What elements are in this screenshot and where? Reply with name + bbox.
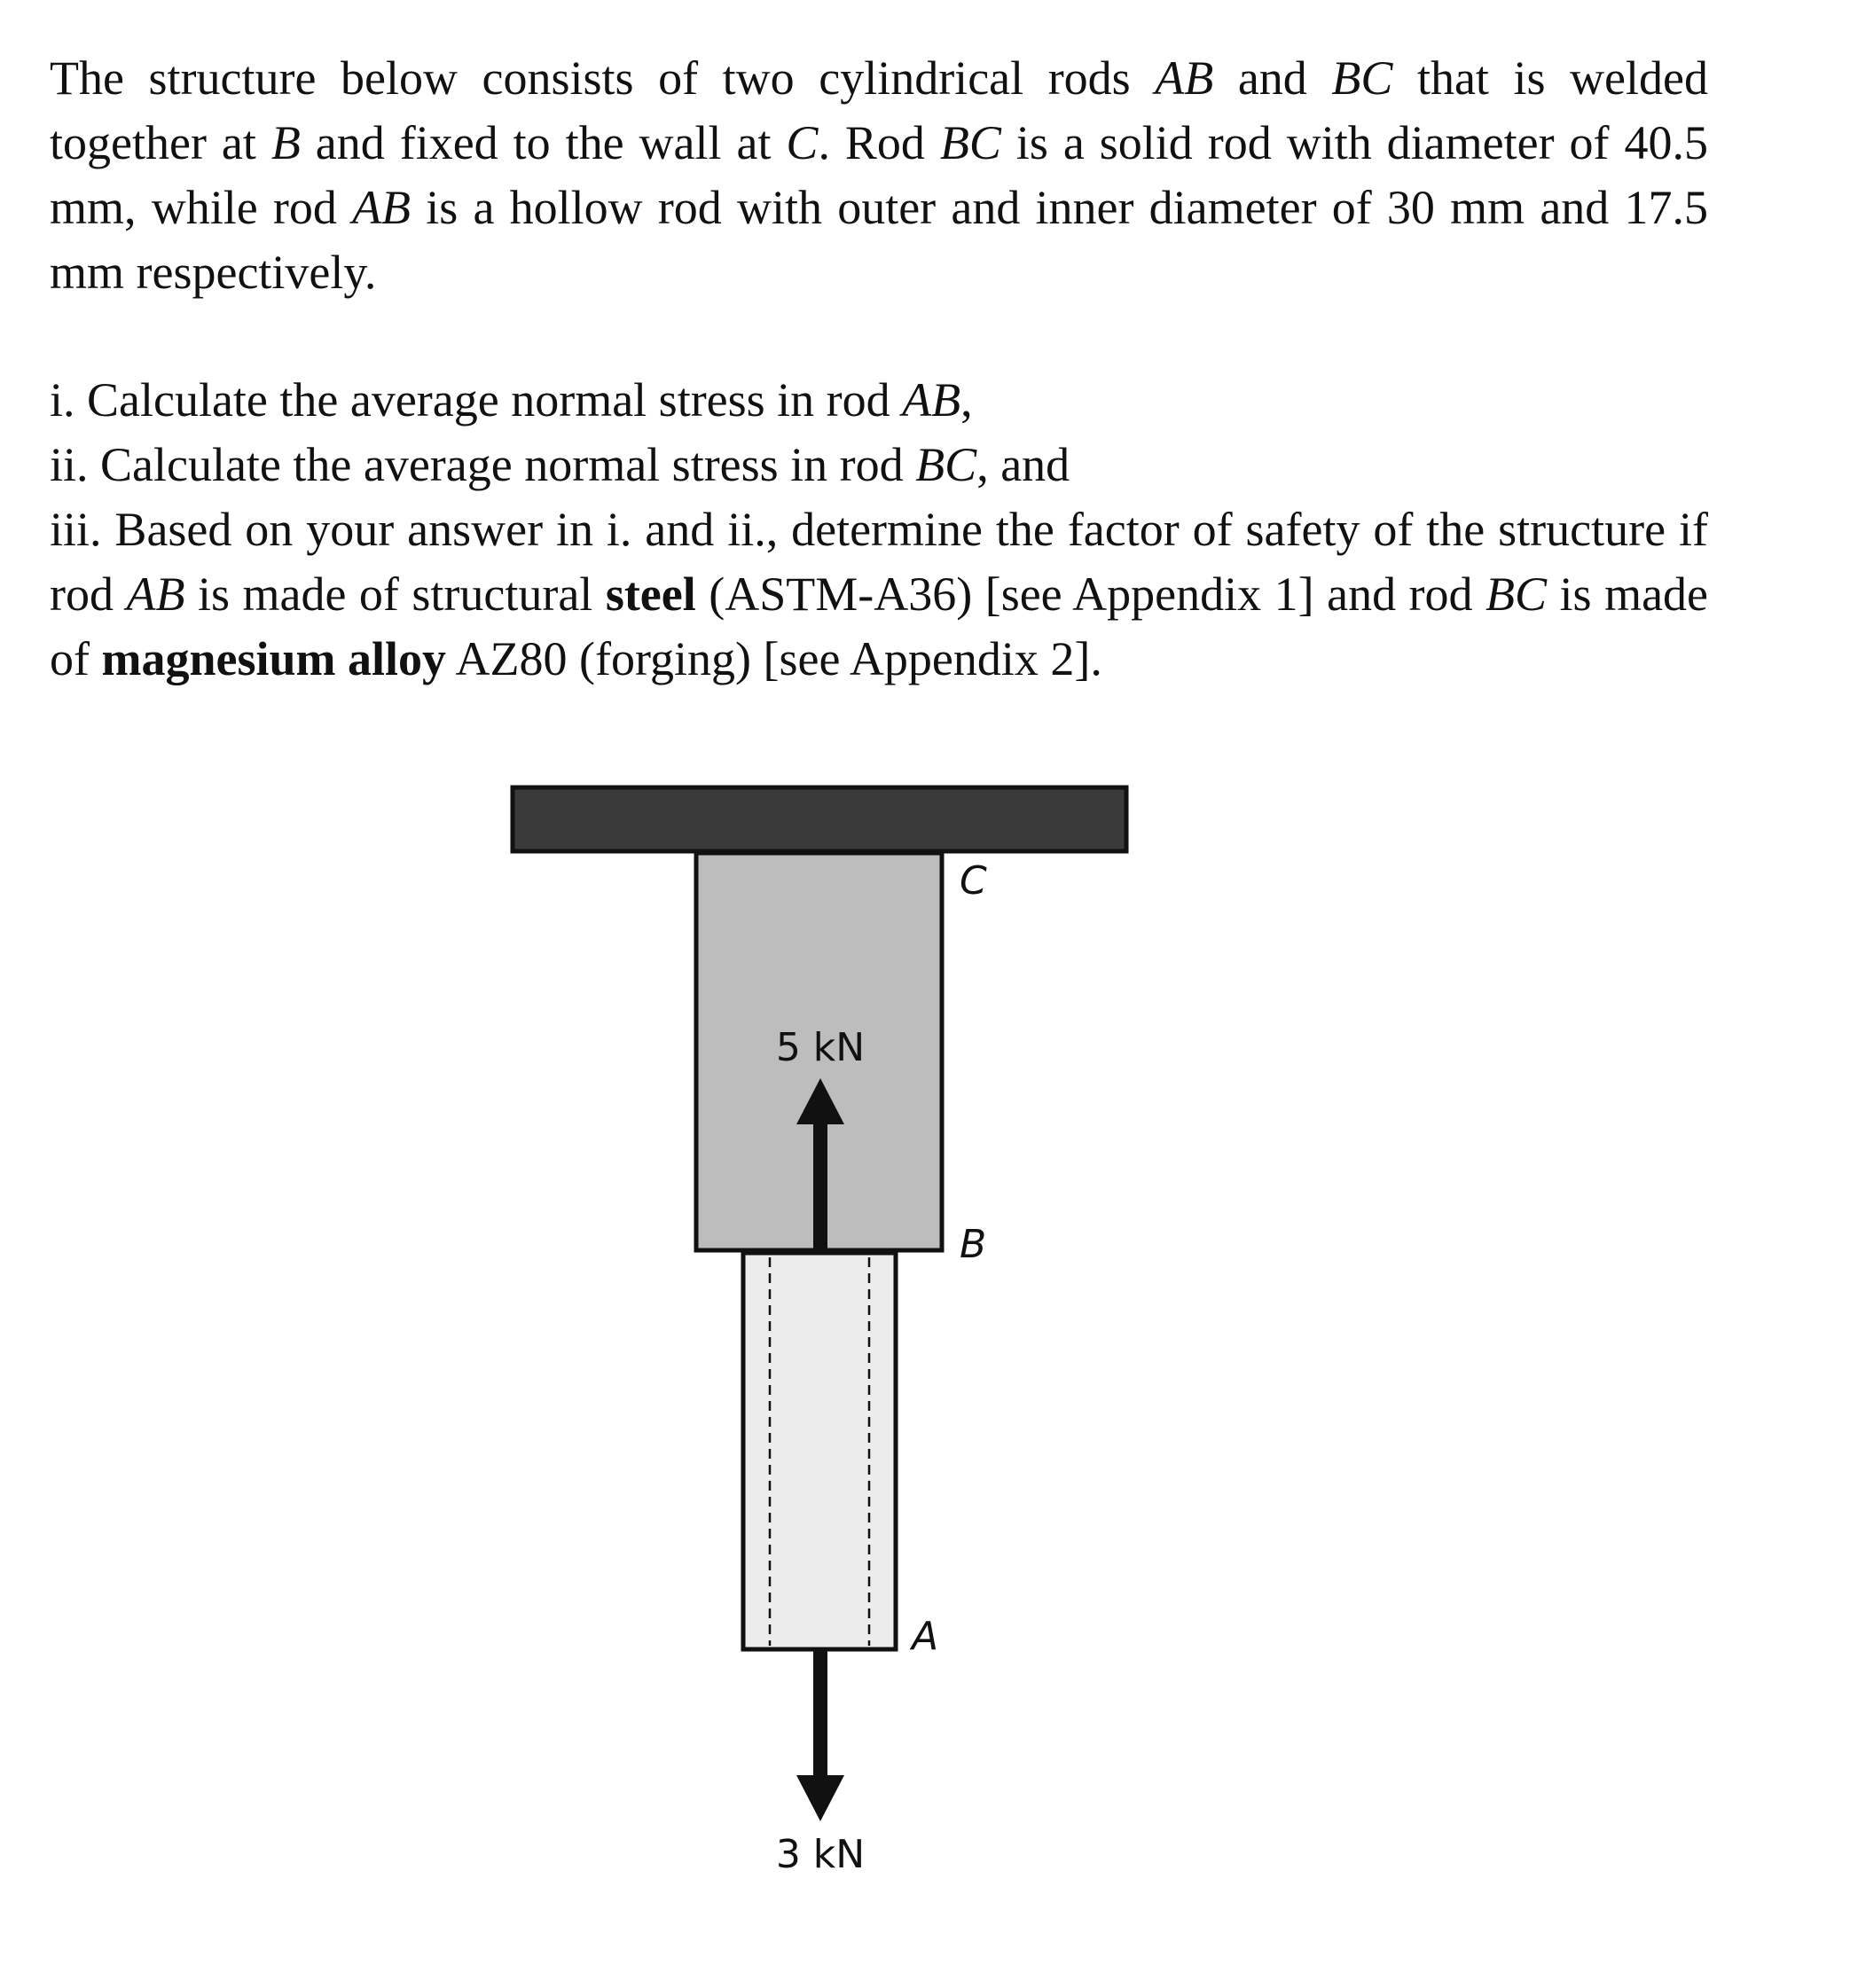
question-i: i. Calculate the average normal stress in rod AB, bbox=[50, 373, 973, 427]
point-label-b: B bbox=[960, 1222, 987, 1267]
point-label-c: C bbox=[960, 858, 987, 904]
fixed-support-wall bbox=[513, 787, 1126, 851]
rod-ab bbox=[743, 1253, 896, 1649]
point-label-a: A bbox=[912, 1614, 939, 1659]
force-arrow-down bbox=[796, 1651, 844, 1821]
question-iii: iii. Based on your answer in i. and ii., determine the factor of safety of the structure if rod AB is made of structural steel (ASTM-A36) [see Appendix 1] and rod BC is made of magnesium alloy AZ80 (forging) [see Appendix 2]. bbox=[50, 503, 1709, 685]
force-label-5kn: 5 kN bbox=[775, 1025, 866, 1070]
problem-statement: The structure below consists of two cylindrical rods AB and BC that is welded together at B and fixed to the wall at C. Rod BC is a solid rod with diameter of 40.5 mm, while rod AB is a hollow rod with outer and inner diameter of 30 mm and 17.5 mm respectively. bbox=[50, 51, 1708, 299]
question-ii: ii. Calculate the average normal stress in rod BC, and bbox=[50, 438, 1070, 491]
force-label-3kn: 3 kN bbox=[775, 1832, 866, 1877]
